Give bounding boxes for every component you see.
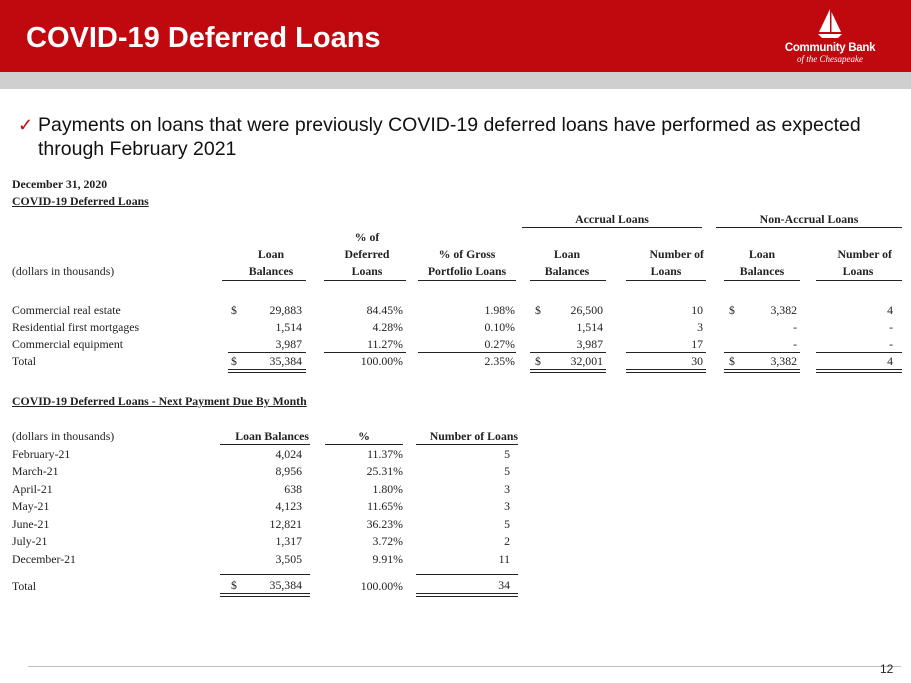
loan-balance: 35,384: [269, 354, 302, 368]
loan-count: 5: [504, 517, 510, 531]
currency-sign: $: [231, 354, 237, 368]
total-double-rule: [724, 369, 800, 370]
header-nonaccrual-balances: Loan: [748, 247, 776, 261]
loan-balance: 3,505: [275, 552, 302, 566]
header-pct: %: [358, 429, 370, 443]
currency-sign: $: [231, 578, 237, 592]
pct-value: 1.80%: [372, 482, 403, 496]
header-rule: [418, 280, 516, 281]
nonaccrual-balance: 3,382: [770, 354, 797, 368]
month-label: February-21: [12, 447, 71, 461]
nonaccrual-group-header: Non-Accrual Loans: [759, 212, 859, 226]
subtotal-rule: [816, 352, 902, 353]
header-bar: [0, 0, 911, 72]
loan-balance: 4,123: [275, 499, 302, 513]
header-accrual-balances: Balances: [544, 264, 590, 278]
header-rule: [626, 280, 706, 281]
subtotal-rule: [220, 574, 310, 575]
pct-value: 36.23%: [366, 517, 403, 531]
loan-count: 3: [504, 499, 510, 513]
loan-count: 3: [504, 482, 510, 496]
accrual-group-rule: [522, 227, 702, 228]
page-number: 12: [880, 662, 894, 676]
loan-count: 2: [504, 534, 510, 548]
loan-balance: 4,024: [275, 447, 302, 461]
header-pct-deferred: % of: [354, 230, 380, 244]
pct-deferred: 4.28%: [372, 320, 403, 334]
accrual-balance: 32,001: [570, 354, 603, 368]
footer-rule: [28, 666, 901, 667]
month-label: July-21: [12, 534, 48, 548]
nonaccrual-number: 4: [887, 354, 893, 368]
header-pct-gross: Portfolio Loans: [427, 264, 507, 278]
nonaccrual-number: 4: [887, 303, 893, 317]
total-double-rule: [530, 369, 606, 370]
header-divider-band: [0, 72, 911, 89]
total-double-rule: [228, 369, 306, 370]
row-label: Commercial equipment: [12, 337, 124, 351]
total-double-rule: [220, 593, 310, 594]
checkmark-icon: ✓: [18, 115, 34, 135]
month-label: December-21: [12, 552, 76, 566]
pct-gross: 1.98%: [484, 303, 515, 317]
nonaccrual-number: -: [889, 337, 893, 351]
total-double-rule: [816, 369, 902, 370]
pct-value: 100.00%: [360, 579, 403, 593]
nonaccrual-group-rule: [716, 227, 902, 228]
header-nonaccrual-number: Number of: [837, 247, 892, 261]
loan-count: 5: [504, 464, 510, 478]
total-double-rule: [416, 596, 518, 597]
subtotal-rule: [324, 352, 406, 353]
header-accrual-balances: Loan: [553, 247, 581, 261]
header-pct-deferred: Loans: [351, 264, 383, 278]
header-rule: [530, 280, 606, 281]
currency-sign: $: [535, 303, 541, 317]
accrual-number: 30: [691, 354, 703, 368]
pct-value: 9.91%: [372, 552, 403, 566]
pct-value: 11.65%: [367, 499, 403, 513]
header-nonaccrual-balances: Balances: [739, 264, 785, 278]
loan-count: 11: [498, 552, 510, 566]
accrual-number: 3: [697, 320, 703, 334]
pct-value: 11.37%: [367, 447, 403, 461]
header-pct-gross: % of Gross: [438, 247, 496, 261]
table1-unit-label: (dollars in thousands): [12, 264, 115, 278]
row-label: Total: [12, 579, 37, 593]
header-rule: [222, 280, 306, 281]
sailboat-icon: [815, 8, 845, 40]
nonaccrual-balance: -: [793, 337, 797, 351]
accrual-number: 17: [691, 337, 703, 351]
loan-balance: 29,883: [269, 303, 302, 317]
pct-value: 3.72%: [372, 534, 403, 548]
header-rule: [724, 280, 800, 281]
subtotal-rule: [416, 574, 518, 575]
pct-value: 25.31%: [366, 464, 403, 478]
nonaccrual-balance: 3,382: [770, 303, 797, 317]
total-double-rule: [626, 372, 706, 373]
header-rule: [325, 444, 403, 445]
loan-balance: 12,821: [269, 517, 302, 531]
nonaccrual-balance: -: [793, 320, 797, 334]
header-loan-balances: Loan: [257, 247, 285, 261]
loan-balance: 1,317: [275, 534, 302, 548]
currency-sign: $: [535, 354, 541, 368]
header-loan-balances: Balances: [248, 264, 294, 278]
bank-logo: [782, 8, 878, 68]
header-pct-deferred: Deferred: [344, 247, 390, 261]
pct-deferred: 11.27%: [367, 337, 403, 351]
accrual-group-header: Accrual Loans: [575, 212, 649, 226]
header-accrual-number: Loans: [650, 264, 682, 278]
loan-balance: 3,987: [275, 337, 302, 351]
header-rule: [220, 444, 310, 445]
header-loan-balances: Loan Balances: [235, 429, 309, 443]
subtotal-rule: [724, 352, 800, 353]
total-double-rule: [416, 593, 518, 594]
currency-sign: $: [729, 303, 735, 317]
header-rule: [816, 280, 902, 281]
header-rule: [416, 444, 518, 445]
pct-gross: 0.10%: [484, 320, 515, 334]
bullet-point: [18, 113, 898, 161]
header-nonaccrual-number: Loans: [842, 264, 874, 278]
loan-count: 5: [504, 447, 510, 461]
subtotal-rule: [228, 352, 306, 353]
total-double-rule: [626, 369, 706, 370]
header-number-of-loans: Number of Loans: [429, 429, 518, 443]
loan-balance: 1,514: [275, 320, 302, 334]
total-double-rule: [816, 372, 902, 373]
page-title: COVID-19 Deferred Loans: [26, 22, 381, 54]
pct-gross: 2.35%: [484, 354, 515, 368]
loan-balance: 8,956: [275, 464, 302, 478]
pct-deferred: 84.45%: [366, 303, 403, 317]
nonaccrual-number: -: [889, 320, 893, 334]
pct-gross: 0.27%: [484, 337, 515, 351]
row-label: Commercial real estate: [12, 303, 121, 317]
month-label: April-21: [12, 482, 53, 496]
row-label: Total: [12, 354, 37, 368]
subtotal-rule: [626, 352, 706, 353]
total-double-rule: [530, 372, 606, 373]
bullet-text: Payments on loans that were previously COVID-19 deferred loans have performed as expected through February 2021: [38, 114, 861, 160]
total-double-rule: [220, 596, 310, 597]
month-label: June-21: [12, 517, 50, 531]
header-accrual-number: Number of: [649, 247, 704, 261]
header-rule: [324, 280, 406, 281]
accrual-balance: 26,500: [570, 303, 603, 317]
accrual-number: 10: [691, 303, 703, 317]
currency-sign: $: [231, 303, 237, 317]
total-double-rule: [724, 372, 800, 373]
row-label: Residential first mortgages: [12, 320, 140, 334]
table2-title: COVID-19 Deferred Loans - Next Payment Due By Month: [12, 394, 307, 408]
accrual-balance: 3,987: [576, 337, 603, 351]
subtotal-rule: [530, 352, 606, 353]
accrual-balance: 1,514: [576, 320, 603, 334]
subtotal-rule: [418, 352, 516, 353]
loan-count: 34: [498, 578, 510, 592]
table1-title: COVID-19 Deferred Loans: [12, 194, 149, 208]
currency-sign: $: [729, 354, 735, 368]
logo-name: Community Bank: [784, 42, 876, 54]
loan-balance: 638: [284, 482, 302, 496]
total-double-rule: [228, 372, 306, 373]
table2-unit-label: (dollars in thousands): [12, 429, 115, 443]
month-label: May-21: [12, 499, 50, 513]
logo-tagline: of the Chesapeake: [797, 54, 863, 64]
pct-deferred: 100.00%: [360, 354, 403, 368]
month-label: March-21: [12, 464, 59, 478]
loan-balance: 35,384: [269, 578, 302, 592]
table1-date: December 31, 2020: [12, 177, 108, 191]
